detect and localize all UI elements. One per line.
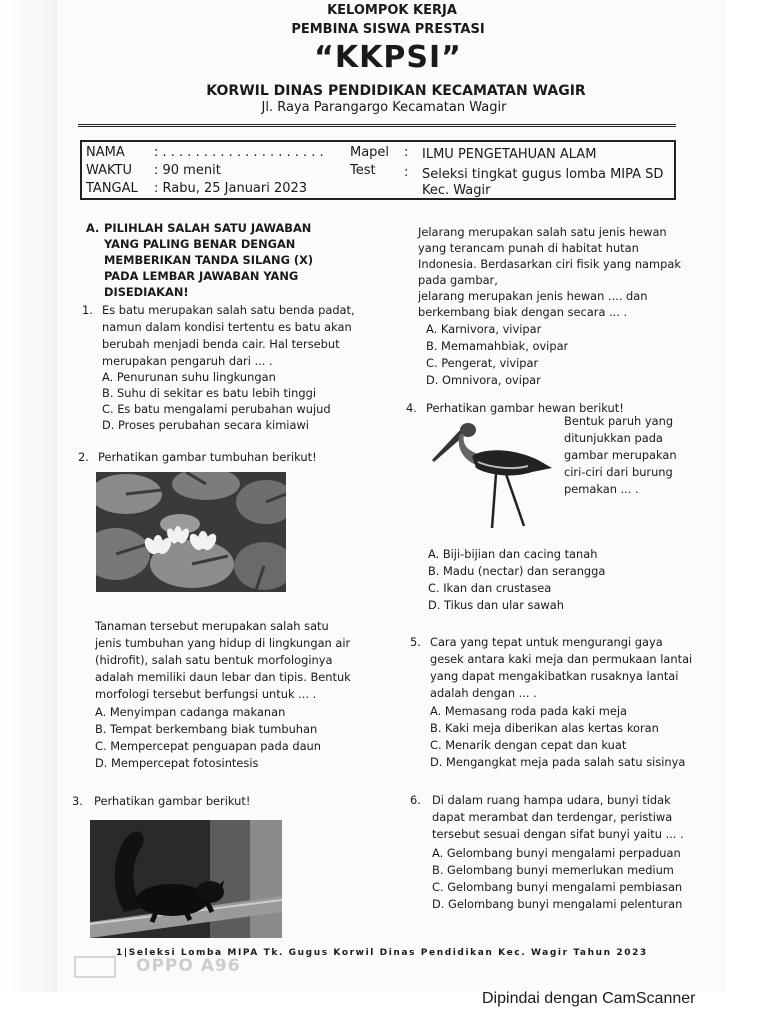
option-c: C. Mempercepat penguapan pada daun <box>95 739 321 753</box>
question-text-line: pemakan ... . <box>564 482 639 496</box>
water-lily-image <box>96 472 286 592</box>
option-a: A. Biji-bijian dan cacing tanah <box>428 547 598 561</box>
question-text-line: dapat merambat dan terdengar, peristiwa <box>432 810 673 824</box>
question-number: 4. <box>406 401 417 415</box>
option-b: B. Suhu di sekitar es batu lebih tinggi <box>102 386 316 400</box>
header-title: “KKPSI” <box>314 40 462 75</box>
header-address: Jl. Raya Parangargo Kecamatan Wagir <box>261 100 507 115</box>
option-a: A. Memasang roda pada kaki meja <box>430 704 628 718</box>
question-text-line: adalah memiliki daun lebar dan tipis. Bentuk <box>95 670 351 684</box>
mapel-value: ILMU PENGETAHUAN ALAM <box>422 147 597 162</box>
question-text-line: gambar merupakan <box>564 448 677 462</box>
option-a: A. Gelombang bunyi mengalami perpaduan <box>432 846 681 860</box>
option-b: B. Memamahbiak, ovipar <box>426 339 569 353</box>
question-text-line: Jelarang merupakan salah satu jenis hewan <box>418 225 667 239</box>
question-prompt: Perhatikan gambar hewan berikut! <box>426 401 624 415</box>
stork-drawing <box>428 416 556 530</box>
question-text-line: ditunjukkan pada <box>564 431 663 445</box>
scan-left-edge <box>0 0 58 992</box>
jelarang-drawing <box>90 820 282 938</box>
option-b: B. Kaki meja diberikan alas kertas koran <box>430 721 659 735</box>
question-text-line: jelarang merupakan jenis hewan .... dan <box>418 289 648 303</box>
test-value-line1: Seleksi tingkat gugus lomba MIPA SD <box>422 167 664 182</box>
option-c: C. Es batu mengalami perubahan wujud <box>102 402 331 416</box>
question-number: 3. <box>72 794 83 808</box>
option-c: C. Gelombang bunyi mengalami pembiasan <box>432 880 683 894</box>
instruction-line: PILIHLAH SALAH SATU JAWABAN <box>104 221 312 235</box>
question-text-line: yang terancam punah di habitat hutan <box>418 241 639 255</box>
question-text-line: yang dapat mengakibatkan rusaknya lantai <box>430 669 679 683</box>
option-d: D. Gelombang bunyi mengalami pelenturan <box>432 897 683 911</box>
instruction-line: MEMBERIKAN TANDA SILANG (X) <box>104 253 314 267</box>
question-text-line: Tanaman tersebut merupakan salah satu <box>95 619 329 633</box>
option-b: B. Tempat berkembang biak tumbuhan <box>95 722 318 736</box>
question-text-line: namun dalam kondisi tertentu es batu akan <box>102 320 352 334</box>
water-lily-drawing <box>96 472 286 592</box>
jelarang-squirrel-image <box>90 820 282 938</box>
question-text-line: gesek antara kaki meja dan permukaan lantai <box>430 652 693 666</box>
nama-label: NAMA <box>86 145 125 160</box>
instruction-line: PADA LEMBAR JAWABAN YANG <box>104 269 299 283</box>
option-b: B. Gelombang bunyi memerlukan medium <box>432 863 674 877</box>
option-b: B. Madu (nectar) dan serangga <box>428 564 606 578</box>
camera-watermark <box>74 950 254 980</box>
waktu-label: WAKTU <box>86 163 133 178</box>
camscanner-caption: Dipindai dengan CamScanner <box>482 990 696 1007</box>
camera-watermark-text: OPPO A96 <box>136 956 241 976</box>
test-value-line2: Kec. Wagir <box>422 183 491 198</box>
test-colon: : <box>404 165 409 180</box>
header-office: KORWIL DINAS PENDIDIKAN KECAMATAN WAGIR <box>206 83 586 99</box>
tanggal-value: : Rabu, 25 Januari 2023 <box>154 181 308 196</box>
question-text-line: berkembang biak dengan secara ... . <box>418 305 628 319</box>
header-line2: PEMBINA SISWA PRESTASI <box>291 22 485 37</box>
test-label: Test <box>350 163 376 178</box>
camera-watermark-icon <box>74 956 116 978</box>
question-text-line: (hidrofit), salah satu bentuk morfologinya <box>95 653 333 667</box>
option-d: D. Proses perubahan secara kimiawi <box>102 418 309 432</box>
question-text-line: Bentuk paruh yang <box>564 414 674 428</box>
question-text-line: tersebut sesuai dengan sifat bunyi yaitu ... . <box>432 827 684 841</box>
question-prompt: Perhatikan gambar tumbuhan berikut! <box>98 450 317 464</box>
instruction-line: DISEDIAKAN! <box>104 285 189 299</box>
question-text-line: Di dalam ruang hampa udara, bunyi tidak <box>432 793 671 807</box>
option-a: A. Menyimpan cadanga makanan <box>95 705 286 719</box>
question-text-line: merupakan pengaruh dari ... . <box>102 354 273 368</box>
student-info-box <box>80 140 676 200</box>
question-text-line: jenis tumbuhan yang hidup di lingkungan air <box>95 636 351 650</box>
page-footer: 1|Seleksi Lomba MIPA Tk. Gugus Korwil Dinas Pendidikan Kec. Wagir Tahun 2023 <box>116 948 648 958</box>
instruction-line: YANG PALING BENAR DENGAN <box>104 237 296 251</box>
stork-image <box>428 416 556 530</box>
question-text-line: berubah menjadi benda cair. Hal tersebut <box>102 337 340 351</box>
section-letter: A. <box>86 221 100 235</box>
question-number: 5. <box>410 635 421 649</box>
option-a: A. Karnivora, vivipar <box>426 322 542 336</box>
tanggal-label: TANGAL <box>86 181 138 196</box>
option-a: A. Penurunan suhu lingkungan <box>102 370 276 384</box>
question-text-line: morfologi tersebut berfungsi untuk ... . <box>95 687 317 701</box>
waktu-value: : 90 menit <box>154 163 221 178</box>
header-divider <box>78 124 676 127</box>
mapel-colon: : <box>404 145 409 160</box>
question-prompt: Perhatikan gambar berikut! <box>94 794 251 808</box>
question-text-line: Indonesia. Berdasarkan ciri fisik yang nampak <box>418 257 681 271</box>
option-d: D. Omnivora, ovipar <box>426 373 541 387</box>
option-c: C. Ikan dan crustasea <box>428 581 552 595</box>
question-text-line: Cara yang tepat untuk mengurangi gaya <box>430 635 663 649</box>
question-number: 2. <box>78 450 89 464</box>
option-d: D. Mengangkat meja pada salah satu sisinya <box>430 755 686 769</box>
option-d: D. Mempercepat fotosintesis <box>95 756 259 770</box>
header-line1: KELOMPOK KERJA <box>327 3 457 18</box>
question-text-line: ciri-ciri dari burung <box>564 465 673 479</box>
question-text-line: adalah dengan ... . <box>430 686 537 700</box>
mapel-label: Mapel <box>350 145 390 160</box>
option-d: D. Tikus dan ular sawah <box>428 598 564 612</box>
nama-value: : . . . . . . . . . . . . . . . . . . . . <box>154 145 324 160</box>
question-number: 1. <box>82 303 93 317</box>
question-number: 6. <box>410 793 421 807</box>
option-c: C. Pengerat, vivipar <box>426 356 539 370</box>
question-text-line: pada gambar, <box>418 273 498 287</box>
question-text-line: Es batu merupakan salah satu benda padat, <box>102 303 355 317</box>
option-c: C. Menarik dengan cepat dan kuat <box>430 738 627 752</box>
